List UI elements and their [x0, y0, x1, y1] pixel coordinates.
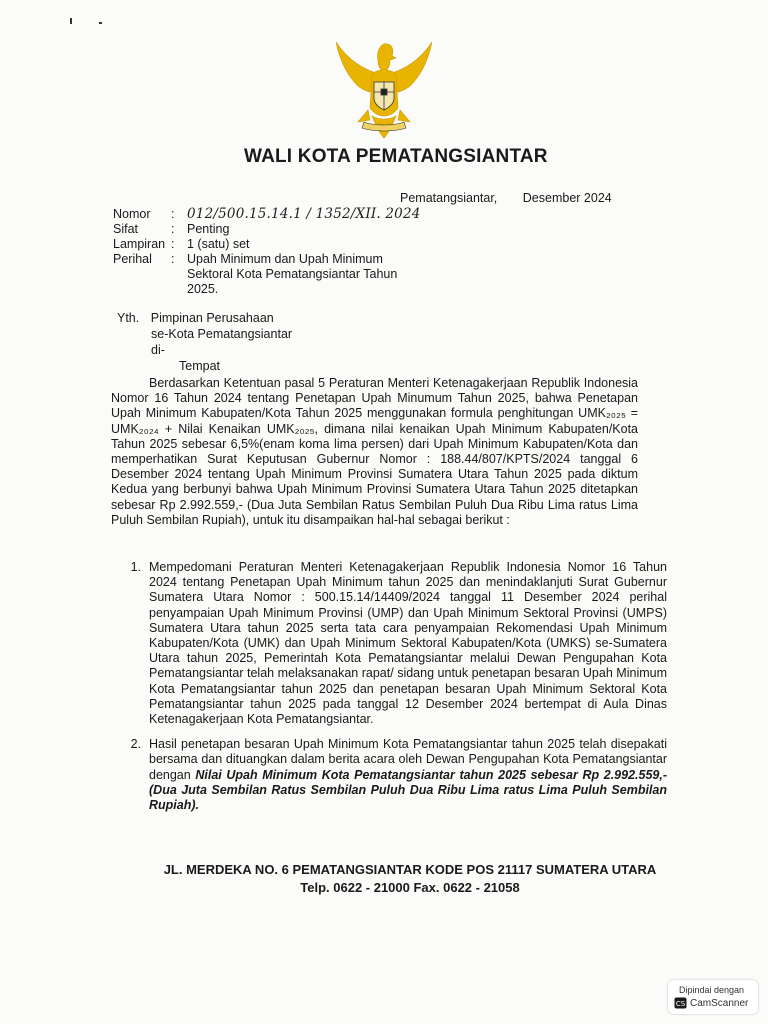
meta-colon: : [171, 207, 175, 221]
item-plain-text: Hasil penetapan besaran Upah Minimum Kota Pematangsiantar tahun 2025 telah disepakati bersama dan dituangkan dalam berita acara oleh Dewan Pengupahan Kota Pematangsiantar dengan [149, 737, 667, 782]
svg-text:CS: CS [675, 1000, 686, 1008]
camscanner-icon [674, 997, 687, 1009]
meta-value: Penting [187, 222, 230, 236]
date-text: Desember 2024 [522, 191, 612, 205]
footer-phone: Telp. 0622 - 21000 Fax. 0622 - 21058 [300, 880, 520, 895]
meta-label: Nomor [113, 207, 151, 221]
footer-address: JL. MERDEKA NO. 6 PEMATANGSIANTAR KODE POS 21117 SUMATERA UTARA [163, 862, 657, 877]
meta-value-subject: Upah Minimum dan Upah Minimum Sektoral Kota Pematangsiantar Tahun 2025. [187, 252, 398, 296]
list-number: 2. [130, 737, 141, 752]
garuda-emblem [328, 30, 440, 142]
list-item [111, 737, 667, 813]
item-bold-italic-text: Nilai Upah Minimum Kota Pematangsiantar tahun 2025 sebesar Rp 2.992.559,- (Dua Juta Sembilan Ratus Sembilan Puluh Dua Ribu Lima ratus Lima Puluh Sembilan Rupiah). [149, 767, 667, 813]
meta-row-lampiran [113, 237, 427, 252]
scan-mark [99, 22, 102, 24]
list-item-text: Mempedomani Peraturan Menteri Ketenagakerjaan Republik Indonesia Nomor 16 Tahun 2024 tentang Penetapan Upah Minimum tahun 2025 dan menindaklanjuti Surat Gubernur Sumatera Utara Nomor : 500.15.14/14409/2024 tanggal 11 Desember 2024 perihal penyampaian Upah Minimum Provinsi (UMP) dan Upah Minimum Sektoral Provinsi (UMPS) Sumatera Utara tahun 2025 serta tata cara penyampaian Rekomendasi Upah Minimum Kabupaten/Kota (UMK) dan Upah Minimum Sektoral Kabupaten/Kota (UMKS) se-Sumatera Utara tahun 2025, Pemerintah Kota Pematangsiantar melalui Dewan Pengupahan Kota Pematangsiantar telah melaksanakan rapat/ sidang untuk penetapan besaran Upah Minimum Kota Pematangsiantar tahun 2025 dan penetapan besaran Upah Minimum Sektoral Kota Pematangsiantar tahun 2025 pada tanggal 12 Desember 2024 bertempat di Aula Dinas Ketenagakerjaan Kota Pematangsiantar. [149, 560, 667, 727]
meta-row-nomor [113, 207, 427, 222]
list-number: 1. [130, 560, 141, 574]
list-item [111, 560, 667, 727]
recipient-di: di- [151, 343, 165, 357]
recipient-area: se-Kota Pematangsiantar [151, 327, 293, 341]
recipient-block [117, 310, 292, 374]
meta-row-sifat [113, 222, 427, 237]
meta-colon: : [171, 222, 175, 236]
paragraph-text: Berdasarkan Ketentuan pasal 5 Peraturan Menteri Ketenagakerjaan Republik Indonesia Nomor 16 Tahun 2024 tentang Penetapan Upah Minumum Tahun 2025, bahwa Penetapan Upah Minimum Kabupaten/Kota Tahun 2025 menggunakan formula penghitungan UMK₂₀₂₅ = UMK₂₀₂₄ + Nilai Kenaikan UMK₂₀₂₅, dimana nilai kenaikan Upah Minimum Kabupaten/Kota Tahun 2025 sebesar 6,5%(enam koma lima persen) dari Upah Minimum Kabupaten/Kota dan memperhatikan Surat Keputusan Gubernur Nomor : 188.44/807/KPTS/2024 tanggal 6 Desember 2024 tentang Upah Minimum Provinsi Sumatera Utara Tahun 2025 pada diktum Kedua yang berbunyi bahwa Upah Minimum Provinsi Sumatera Utara Tahun 2025 ditetapkan sebesar Rp 2.992.559,- (Dua Juta Sembilan Ratus Sembilan Puluh Dua Ribu Lima ratus Lima Puluh Sembilan Rupiah), untuk itu disampaikan hal-hal sebagai berikut : [111, 376, 638, 527]
list-item-text [149, 737, 667, 813]
meta-value: 1 (satu) set [187, 237, 250, 251]
camscanner-badge [668, 980, 758, 1014]
place-text: Pematangsiantar, [400, 191, 498, 205]
body-paragraph [111, 376, 638, 528]
numbered-list [111, 560, 667, 823]
meta-colon: : [171, 252, 175, 266]
place-date [400, 191, 612, 205]
yth-label: Yth. [117, 311, 140, 325]
recipient-name: Pimpinan Perusahaan [150, 311, 274, 325]
badge-line1: Dipindai dengan [679, 985, 745, 995]
badge-line2: CamScanner [690, 998, 749, 1009]
meta-label: Sifat [113, 222, 139, 236]
meta-label: Lampiran [113, 237, 166, 251]
recipient-line [117, 310, 292, 326]
recipient-place: Tempat [179, 359, 220, 373]
letter-meta [113, 207, 427, 297]
letter-footer [140, 861, 680, 897]
letter-number-handwritten: 012/500.15.14.1 / 1352/XII. 2024 [187, 206, 421, 222]
letter-title: WALI KOTA PEMATANGSIANTAR [244, 146, 548, 167]
meta-label: Perihal [113, 252, 152, 266]
meta-colon: : [171, 237, 175, 251]
meta-row-perihal [113, 252, 427, 297]
scan-mark [70, 18, 72, 24]
